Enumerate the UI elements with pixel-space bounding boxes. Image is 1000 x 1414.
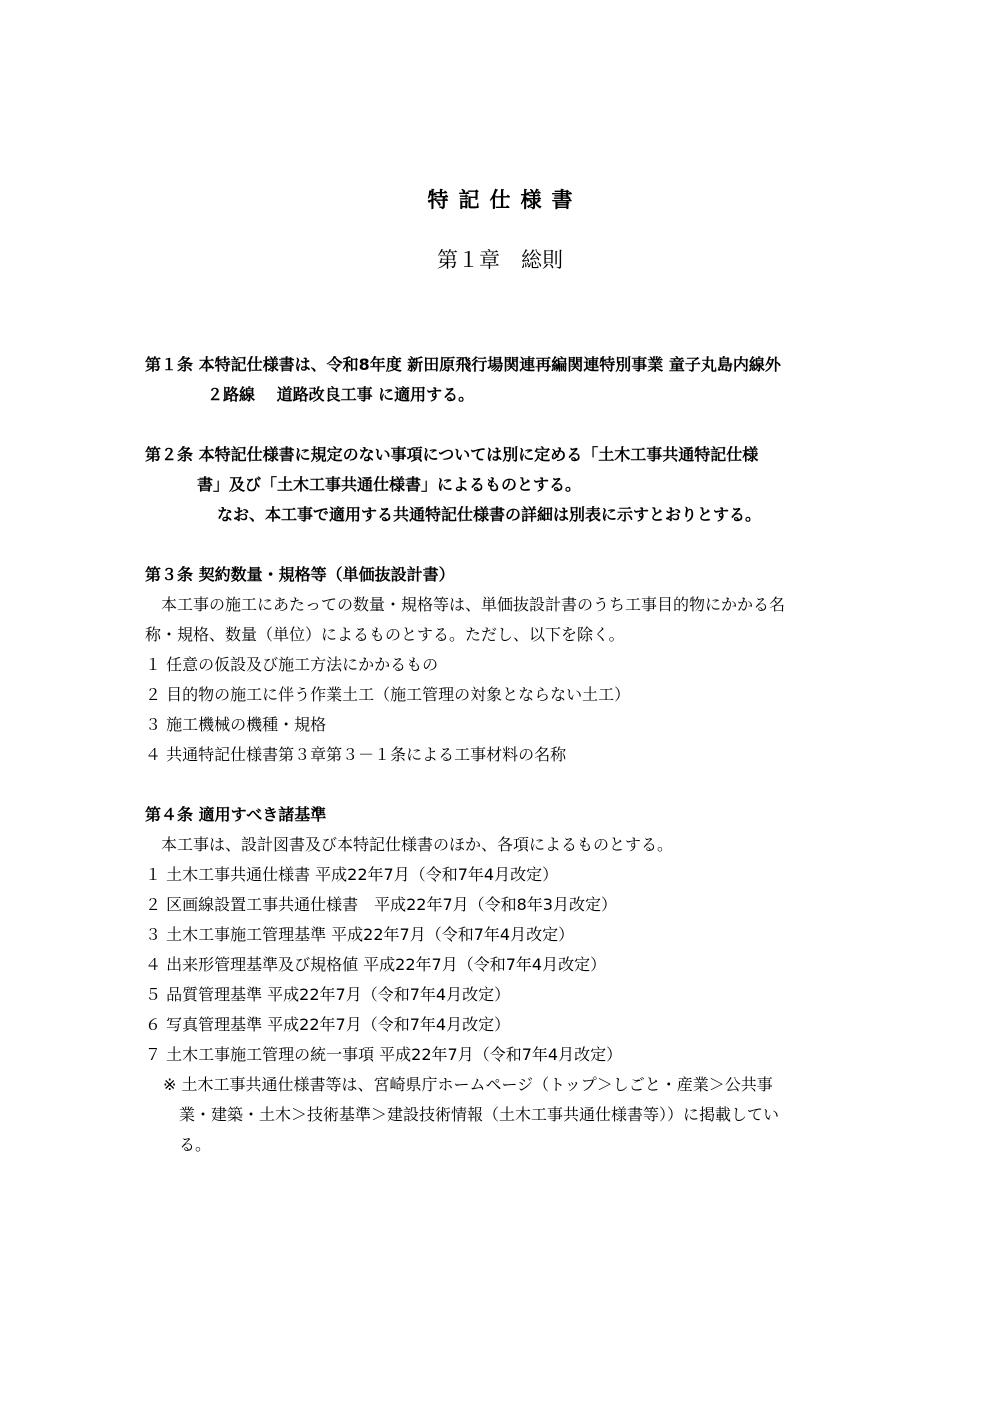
article1-line1: 第１条 本特記仕様書は、令和8年度 新田原飛行場関連再編関連特別事業 童子丸島内線外	[145, 355, 781, 374]
article4-item: ２ 区画線設置工事共通仕様書 平成22年7月（令和8年3月改定）	[145, 895, 617, 914]
article2-line3: なお、本工事で適用する共通特記仕様書の詳細は別表に示すとおりとする。	[217, 505, 762, 524]
article3-item: ２ 目的物の施工に伴う作業土工（施工管理の対象とならない土工）	[145, 685, 631, 704]
article4-item: ４ 出来形管理基準及び規格値 平成22年7月（令和7年4月改定）	[145, 955, 607, 974]
article4-note-line2: 業・建築・土木＞技術基準＞建設技術情報（土木工事共通仕様書等））に掲載してい	[179, 1105, 780, 1124]
article4-intro: 本工事は、設計図書及び本特記仕様書のほか、各項によるものとする。	[161, 835, 674, 854]
article3-line2: 称・規格、数量（単位）によるものとする。ただし、以下を除く。	[145, 625, 625, 644]
article2-line1: 第２条 本特記仕様書に規定のない事項については別に定める「土木工事共通特記仕様	[145, 445, 759, 464]
article4-item: ５ 品質管理基準 平成22年7月（令和7年4月改定）	[145, 985, 511, 1004]
article3-line1: 本工事の施工にあたっての数量・規格等は、単価抜設計書のうち工事目的物にかかる名	[161, 595, 786, 614]
spacer	[145, 770, 860, 800]
article3-item: １ 任意の仮設及び施工方法にかかるもの	[145, 655, 439, 674]
article4-item: ３ 土木工事施工管理基準 平成22年7月（令和7年4月改定）	[145, 925, 575, 944]
article3-heading: 第３条 契約数量・規格等（単価抜設計書）	[145, 565, 455, 584]
document-title: 特記仕様書	[427, 188, 583, 212]
article4-note-line3: る。	[179, 1135, 212, 1154]
chapter-heading: 第１章 総則	[437, 248, 563, 272]
spacer	[145, 530, 860, 560]
article1-line2: ２路線 道路改良工事 に適用する。	[207, 385, 475, 404]
article3-item: ３ 施工機械の機種・規格	[145, 715, 327, 734]
article4-item: ７ 土木工事施工管理の統一事項 平成22年7月（令和7年4月改定）	[145, 1045, 623, 1064]
article3-item: ４ 共通特記仕様書第３章第３－１条による工事材料の名称	[145, 745, 567, 764]
article4-item: ６ 写真管理基準 平成22年7月（令和7年4月改定）	[145, 1015, 511, 1034]
article4-item: １ 土木工事共通仕様書 平成22年7月（令和7年4月改定）	[145, 865, 559, 884]
document-body	[145, 350, 860, 1160]
article2-line2: 書」及び「土木工事共通仕様書」によるものとする。	[197, 475, 582, 494]
article4-note-line1: ※ 土木工事共通仕様書等は、宮崎県庁ホームページ（トップ＞しごと・産業＞公共事	[163, 1075, 773, 1094]
spacer	[145, 410, 860, 440]
article4-heading: 第４条 適用すべき諸基準	[145, 805, 327, 824]
